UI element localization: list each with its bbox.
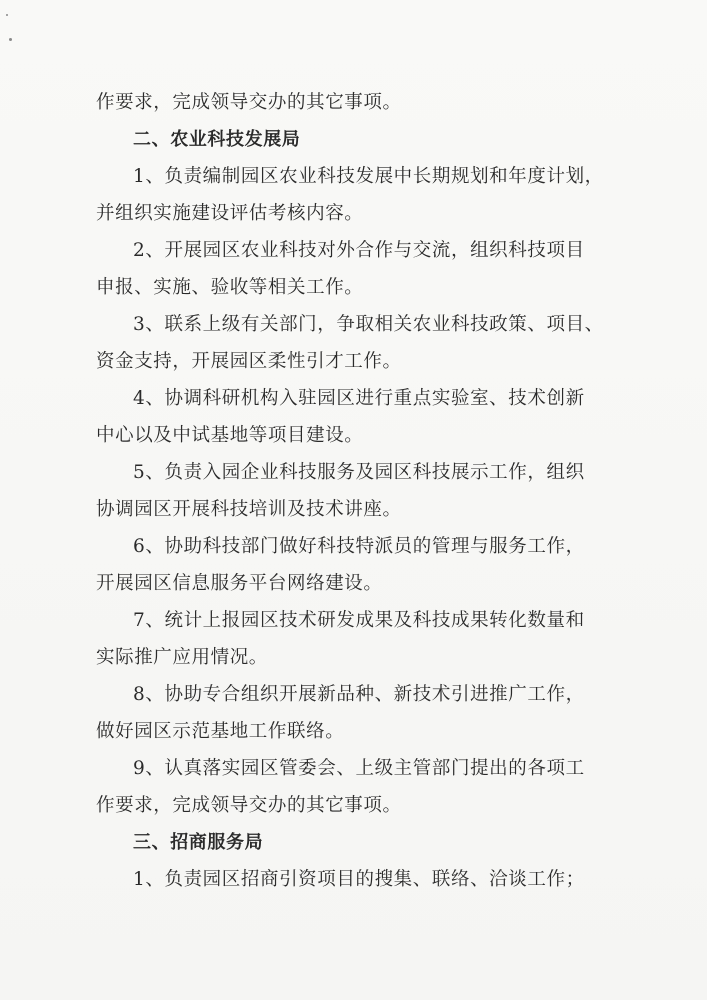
text-line: 3、联系上级有关部门，争取相关农业科技政策、项目、 (133, 314, 604, 335)
text-line: 作要求，完成领导交办的其它事项。 (96, 92, 402, 113)
section-heading: 三、招商服务局 (133, 832, 264, 853)
text-line: 1、负责编制园区农业科技发展中长期规划和年度计划， (133, 166, 604, 187)
text-line: 2、开展园区农业科技对外合作与交流，组织科技项目 (133, 240, 585, 261)
section-heading: 二、农业科技发展局 (133, 129, 301, 150)
text-line: 1、负责园区招商引资项目的搜集、联络、洽谈工作； (133, 869, 585, 890)
text-line: 资金支持，开展园区柔性引才工作。 (96, 351, 402, 372)
text-line: 做好园区示范基地工作联络。 (96, 721, 345, 742)
text-line: 8、协助专合组织开展新品种、新技术引进推广工作， (133, 684, 585, 705)
text-line: 申报、实施、验收等相关工作。 (96, 277, 364, 298)
text-line: 6、协助科技部门做好科技特派员的管理与服务工作， (133, 536, 585, 557)
text-line: 协调园区开展科技培训及技术讲座。 (96, 499, 402, 520)
text-line: 作要求，完成领导交办的其它事项。 (96, 795, 402, 816)
text-line: 5、负责入园企业科技服务及园区科技展示工作，组织 (133, 462, 585, 483)
text-line: 实际推广应用情况。 (96, 647, 268, 668)
text-line: 7、统计上报园区技术研发成果及科技成果转化数量和 (133, 610, 585, 631)
scan-speck (9, 38, 12, 41)
scan-speck (6, 14, 8, 16)
text-line: 开展园区信息服务平台网络建设。 (96, 573, 383, 594)
text-line: 中心以及中试基地等项目建设。 (96, 425, 364, 446)
text-line: 4、协调科研机构入驻园区进行重点实验室、技术创新 (133, 388, 585, 409)
text-line: 9、认真落实园区管委会、上级主管部门提出的各项工 (133, 758, 585, 779)
text-line: 并组织实施建设评估考核内容。 (96, 203, 364, 224)
